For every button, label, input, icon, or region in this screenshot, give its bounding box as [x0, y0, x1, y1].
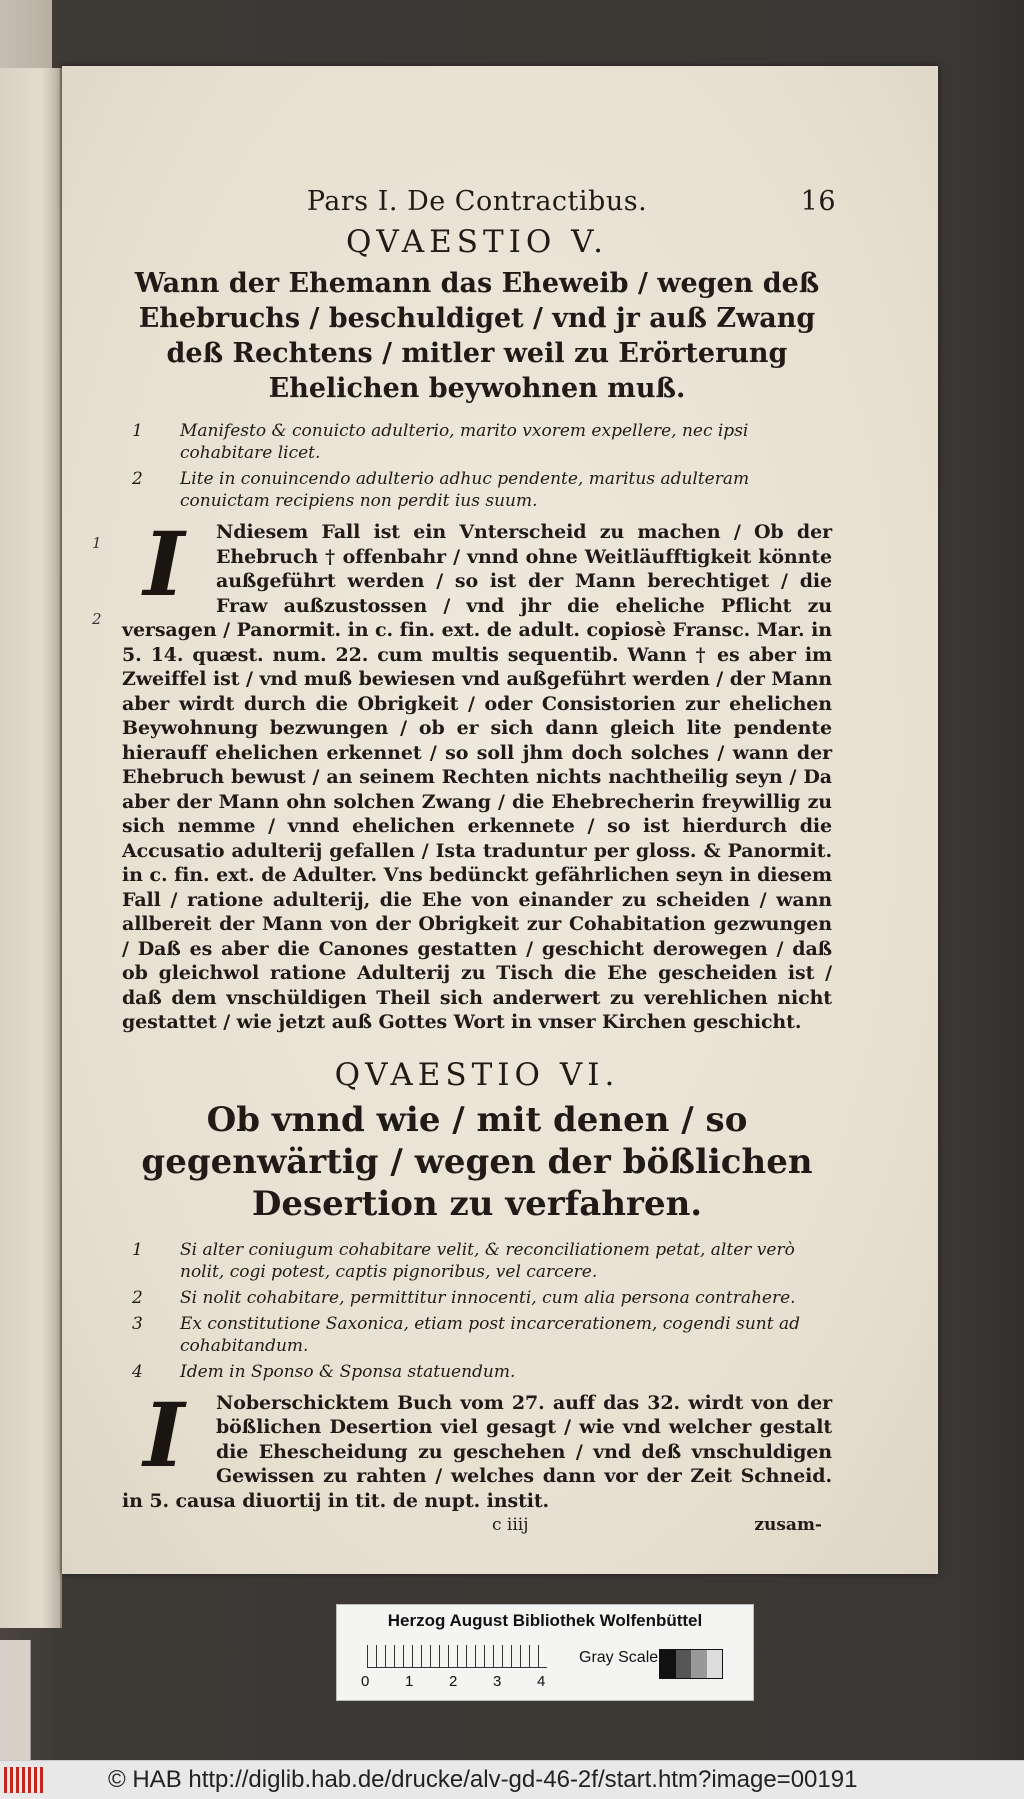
quaestio-5-body: N diesem Fall ist ein Vnterscheid zu machen / Ob der Ehebruch † offenbahr / vnnd ohne Weitläufftigkeit könnte außgeführt werden / so ist der Mann berechtiget / die Fraw außzustossen / vnd jhr die eheliche Pflicht zu versagen / Panormit. in c. fin. ext. de adult. copiosè Fransc. Mar. in 5. 14. quæst. num. 22. cum multis sequentib. Wann † es aber im Zweiffel ist / vnd muß bewiesen vnd außgeführt werden / der Mann aber wirdt durch die Obrigkeit / oder Consistorien zur ehelichen Beywohnung bezwungen / ob er sich dann gleich lite pendente hierauff ehelichen erkennet / so soll jhm doch solches / wann der Ehebruch bewust / an seinem Rechten nichts nachtheilig seyn / Da aber der Mann ohn solchen Zwang / die Ehebrecherin freywillig zu sich nemme / vnnd ehelichen erkennete / so ist hierdurch die Accusatio adulterij gefallen / Ista traduntur per gloss. & Panormit. in c. fin. ext. de Adulter. Vns bedünckt gefährlichen seyn in diesem Fall / ratione adulterij, die Ehe von einander zu scheiden / wann allbereit der Mann von der Obrigkeit zur Cohabitation gezwungen / Daß es aber die Canones gestatten / geschicht derowegen / daß ob gleichwol ratione Adulterij zu Tisch die Ehe gescheiden ist / daß dem vnschüldigen Theil sich anderwert zu verehlichen nicht gestattet / wie jetzt auß Gottes Wort in vnser Kirchen geschicht.	[122, 521, 832, 1033]
signature-line	[122, 1515, 832, 1539]
gray-swatch	[707, 1650, 723, 1678]
summary-item	[122, 1361, 832, 1383]
summary-number: 3	[132, 1313, 143, 1334]
quaestio-5-heading: QVAESTIO V.	[346, 224, 608, 260]
book-page	[62, 66, 938, 1574]
summary-number: 1	[132, 421, 143, 441]
summary-item	[122, 1313, 832, 1357]
decorated-initial: I	[143, 512, 185, 616]
gray-swatch	[676, 1650, 692, 1678]
signature-mark: c iiij	[492, 1515, 529, 1535]
summary-text: Manifesto & conuicto adulterio, marito vxorem expellere, nec ipsi cohabitare licet.	[180, 421, 749, 463]
summary-text: Lite in conuincendo adulterio adhuc pendente, maritus adulteram conuictam recipiens non perdit ius suum.	[180, 469, 750, 511]
summary-number: 2	[132, 469, 143, 489]
footer-bar	[0, 1760, 1024, 1799]
ruler-tick-label: 1	[405, 1673, 414, 1690]
gray-scale-swatches	[659, 1649, 723, 1679]
summary-number: 2	[132, 1287, 143, 1308]
scale-ruler	[367, 1645, 547, 1668]
folio-number: 16	[800, 186, 836, 217]
summary-text: Si alter coniugum cohabitare velit, & reconciliationem petat, alter verò nolit, cogi potest, captis pignoribus, vel carcere.	[180, 1239, 795, 1282]
quaestio-6-summary	[122, 1239, 832, 1383]
page-content	[92, 186, 836, 1539]
quaestio-6-heading: QVAESTIO VI.	[334, 1056, 620, 1093]
gray-swatch	[691, 1650, 707, 1678]
quaestio-5-title: Wann der Ehemann das Eheweib / wegen deß Ehebruchs / beschuldiget / vnd jr auß Zwang deß Rechtens / mitler weil zu Erörterung Ehelichen beywohnen muß.	[134, 268, 820, 404]
quaestio-5-summary	[122, 420, 832, 512]
gray-swatch	[660, 1650, 676, 1678]
summary-text: Ex constitutione Saxonica, etiam post incarcerationem, cogendi sunt ad cohabitandum.	[180, 1313, 801, 1356]
summary-item	[122, 1239, 832, 1283]
quaestio-6-title: Ob vnnd wie / mit denen / so gegenwärtig / wegen der bößlichen Desertion zu verfahren.	[141, 1099, 813, 1224]
ruler-tick-label: 3	[493, 1673, 502, 1690]
hab-logo-icon	[4, 1767, 44, 1793]
summary-text: Idem in Sponso & Sponsa statuendum.	[180, 1361, 516, 1382]
left-leaf-edge	[0, 68, 62, 1628]
ruler-tick-label: 2	[449, 1673, 458, 1690]
summary-item	[122, 468, 832, 512]
catchword: zusam-	[754, 1515, 822, 1535]
quaestio-6-body-wrap	[122, 1382, 832, 1514]
footer-url-text[interactable]: © HAB http://diglib.hab.de/drucke/alv-gd-46-2f/start.htm?image=00191	[108, 1766, 858, 1793]
running-head	[122, 186, 836, 220]
summary-item	[122, 420, 832, 464]
summary-item	[122, 1287, 832, 1309]
summary-number: 1	[132, 1239, 143, 1260]
left-leaf-edge-top	[0, 0, 52, 70]
ruler-tick-label: 0	[361, 1673, 370, 1690]
margin-note-2: 2	[92, 610, 102, 628]
ruler-tick-label: 4	[537, 1673, 546, 1690]
quaestio-6-body: N oberschicktem Buch vom 27. auff das 32. wirdt von der bößlichen Desertion viel gesagt / wie vnd welcher gestalt die Ehescheidung zu geschehen / vnd deß vnschuldigen Gewissen zu rahten / welches dann vor der Zeit Schneid. in 5. causa diuortij in tit. de nupt. instit.	[122, 1391, 832, 1512]
left-leaf-label	[0, 1640, 31, 1760]
margin-note-1: 1	[92, 534, 102, 552]
summary-text: Si nolit cohabitare, permittitur innocenti, cum alia persona contrahere.	[180, 1287, 796, 1308]
quaestio-5-body-wrap	[92, 512, 832, 1035]
color-calibration-bar	[336, 1604, 754, 1701]
summary-number: 4	[132, 1361, 143, 1382]
running-head-title: Pars I. De Contractibus.	[306, 186, 648, 217]
decorated-initial: I	[143, 1382, 185, 1487]
gray-scale-label: Gray Scale	[579, 1649, 659, 1666]
library-name: Herzog August Bibliothek Wolfenbüttel	[387, 1611, 703, 1630]
